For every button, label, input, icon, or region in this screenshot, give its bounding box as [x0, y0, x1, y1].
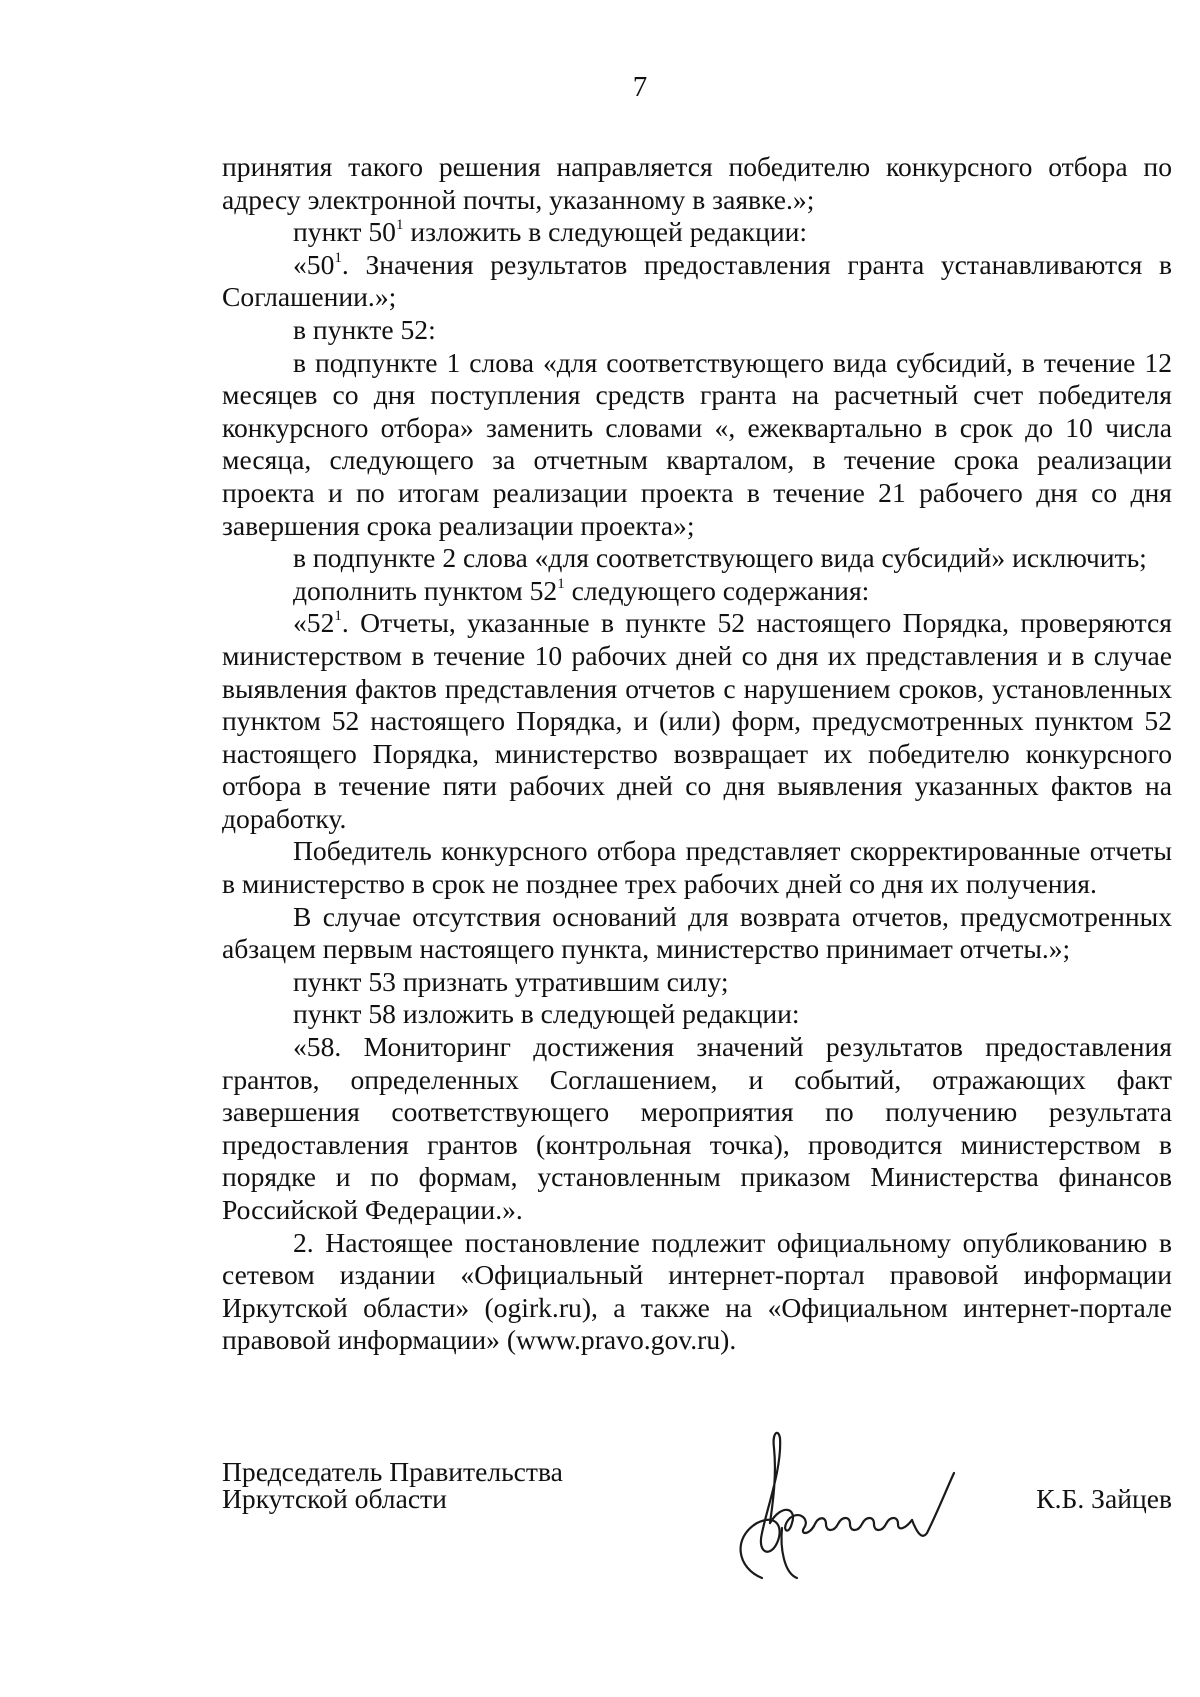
paragraph-text: пункт 58 изложить в следующей редакции: [293, 998, 800, 1030]
signature-block [222, 1458, 1172, 1608]
paragraph [222, 998, 1172, 1031]
superscript: 1 [557, 575, 565, 592]
paragraph-text: . Значения результатов предоставления гранта устанавливаются в Соглашении.»; [222, 248, 1172, 313]
signatory-title [222, 1458, 563, 1512]
paragraph-text: дополнить пунктом 52 [293, 574, 558, 606]
paragraph [222, 151, 1172, 216]
paragraph-text: Победитель конкурсного отбора представляет скорректированные отчеты в министерство в срок не позднее трех рабочих дней со дня их получения. [222, 835, 1172, 900]
paragraph [222, 216, 1172, 249]
paragraph-text: принятия такого решения направляется победителю конкурсного отбора по адресу электронной почты, указанному в заявке.»; [222, 151, 1172, 215]
paragraph [222, 347, 1172, 543]
paragraph-text: «52 [293, 607, 335, 639]
paragraph [222, 966, 1172, 999]
paragraph [222, 1031, 1172, 1227]
paragraph [222, 901, 1172, 966]
paragraph-text: в подпункте 2 слова «для соответствующего вида субсидий» исключить; [293, 542, 1147, 574]
superscript: 1 [395, 217, 404, 233]
paragraph [222, 249, 1172, 314]
paragraph-text: пункт 50 [293, 216, 396, 248]
paragraph-text: . Отчеты, указанные в пункте 52 настоящего Порядка, проверяются министерством в течение 10 рабочих дней со дня их представления и в случае выявления фактов представления отчетов с нарушением сроков, установленных пунктом 52 настоящего Порядка, и (или) форм, предусмотренных пунктом 52 настоящего Порядка, министерство возвращает их победителю конкурсного отбора в течение пяти рабочих дней со дня выявления указанных фактов на доработку. [222, 607, 1172, 834]
paragraph [222, 542, 1172, 575]
superscript: 1 [334, 249, 342, 266]
paragraph [222, 1227, 1172, 1357]
superscript: 1 [334, 608, 342, 625]
document-body [222, 151, 1172, 1357]
paragraph [222, 314, 1172, 347]
paragraph-text: следующего содержания: [564, 574, 870, 606]
paragraph [222, 835, 1172, 900]
signatory-title-line-1: Председатель Правительства [222, 1456, 563, 1487]
page-number: 7 [632, 71, 648, 103]
paragraph-text: изложить в следующей редакции: [403, 216, 808, 248]
paragraph-text: пункт 53 признать утратившим силу; [293, 965, 729, 997]
paragraph-text: в пункте 52: [293, 313, 436, 345]
handwritten-signature [722, 1428, 972, 1588]
paragraph [222, 607, 1172, 835]
paragraph [222, 575, 1172, 608]
paragraph-text: 2. Настоящее постановление подлежит официальному опубликованию в сетевом издании «Официальный интернет-портал правовой информации Иркутской области» (ogirk.ru), а также на «Официальном интернет-портале правовой информации» (www.pravo.gov.ru). [222, 1226, 1172, 1356]
paragraph-text: в подпункте 1 слова «для соответствующего вида субсидий, в течение 12 месяцев со дня поступления средств гранта на расчетный счет победителя конкурсного отбора» заменить словами «, ежеквартально в срок до 10 числа месяца, следующего за отчетным кварталом, в течение срока реализации проекта и по итогам реализации проекта в течение 21 рабочего дня со дня завершения срока реализации проекта»; [222, 346, 1172, 541]
signatory-name: К.Б. Зайцев [1036, 1483, 1172, 1514]
paragraph-text: «58. Мониторинг достижения значений результатов предоставления грантов, определенных Соглашением, и событий, отражающих факт завершения соответствующего мероприятия по получению результата предоставления грантов (контрольная точка), проводится министерством в порядке и по формам, установленным приказом Министерства финансов Российской Федерации.». [222, 1031, 1172, 1225]
paragraph-text: «50 [293, 248, 335, 280]
paragraph-text: В случае отсутствия оснований для возврата отчетов, предусмотренных абзацем первым настоящего пункта, министерство принимает отчеты.»; [222, 900, 1172, 965]
signatory-title-line-2: Иркутской области [222, 1483, 447, 1514]
